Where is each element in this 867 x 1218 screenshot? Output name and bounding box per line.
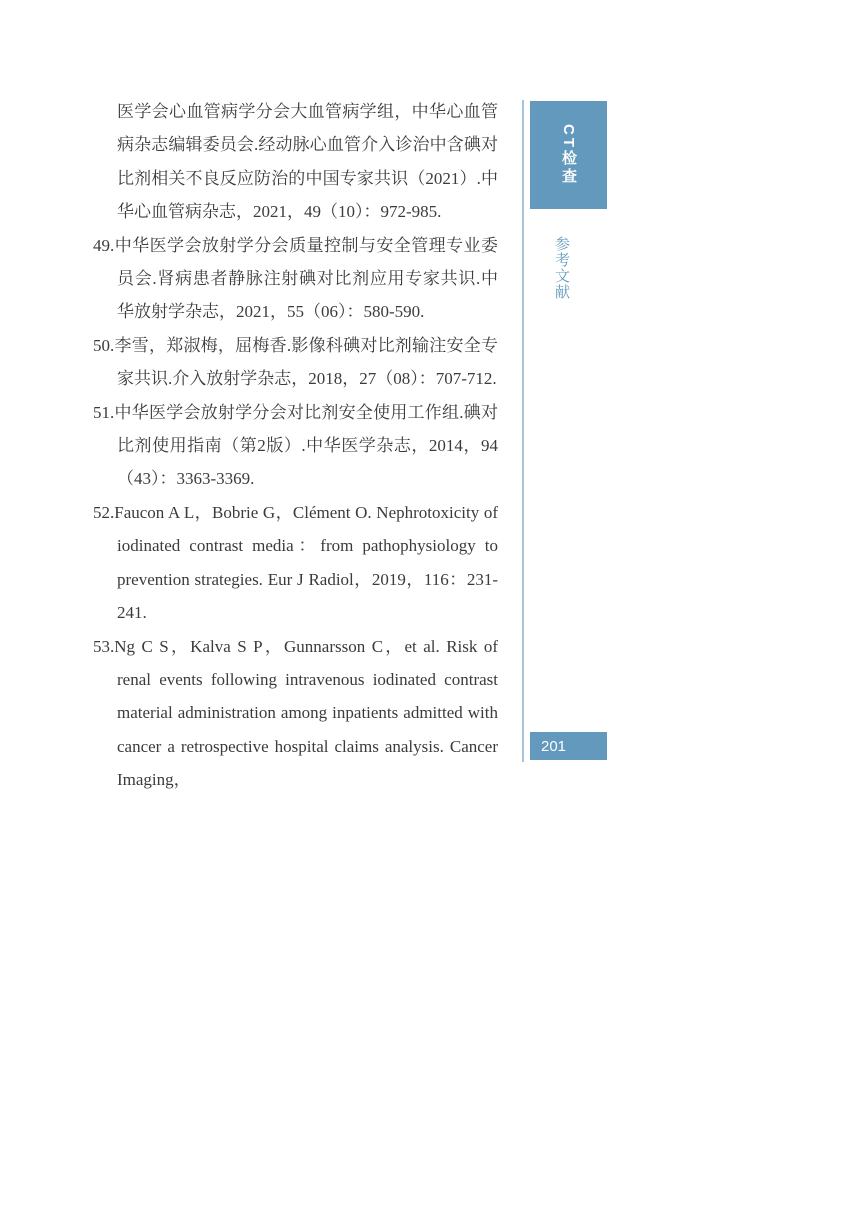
reference-number: 51. [93,402,115,422]
sidebar-divider-line [522,100,524,762]
reference-number: 50. [93,335,115,355]
reference-item-50 [93,329,498,396]
reference-number: 52. [93,502,115,522]
reference-text: 李雪，郑淑梅，屈梅香.影像科碘对比剂输注安全专家共识.介入放射学杂志，2018，27（08）：707-712. [114,335,498,389]
chapter-tab [530,101,607,209]
chapter-tab-label: CT检查 [560,124,577,186]
page-number-badge [530,732,607,760]
reference-text: 医学会心血管病学分会大血管病学组，中华心血管病杂志编辑委员会.经动脉心血管介入诊治中含碘对比剂相关不良反应防治的中国专家共识（2021）.中华心血管病杂志，2021，49（10）：972-985. [117,102,498,222]
reference-list [93,95,498,797]
reference-item-51 [93,396,498,496]
reference-number: 53. [93,636,115,656]
reference-item-52 [93,496,498,630]
reference-item-53 [93,630,498,797]
reference-number: 49. [93,235,115,255]
section-label: 参考文献 [553,236,570,300]
page-number: 201 [541,737,567,755]
reference-text: 中华医学会放射学分会质量控制与安全管理专业委员会.肾病患者静脉注射碘对比剂应用专家共识.中华放射学杂志，2021，55（06）：580-590. [114,235,498,322]
reference-item-49 [93,229,498,329]
reference-text: Faucon A L，Bobrie G，Clément O. Nephrotoxicity of iodinated contrast media：from pathophysiology to prevention strategies. Eur J Radiol，2019，116：231-241. [114,502,498,623]
reference-text: 中华医学会放射学分会对比剂安全使用工作组.碘对比剂使用指南（第2版）.中华医学杂志，2014，94（43）：3363-3369. [114,402,498,489]
reference-item-48-continuation [93,95,498,229]
reference-text: Ng C S，Kalva S P，Gunnarsson C，et al. Risk of renal events following intravenous iodinated contrast material administration among inpatients admitted with cancer a retrospective hospital claims analysis. Cancer Imaging， [114,636,498,790]
